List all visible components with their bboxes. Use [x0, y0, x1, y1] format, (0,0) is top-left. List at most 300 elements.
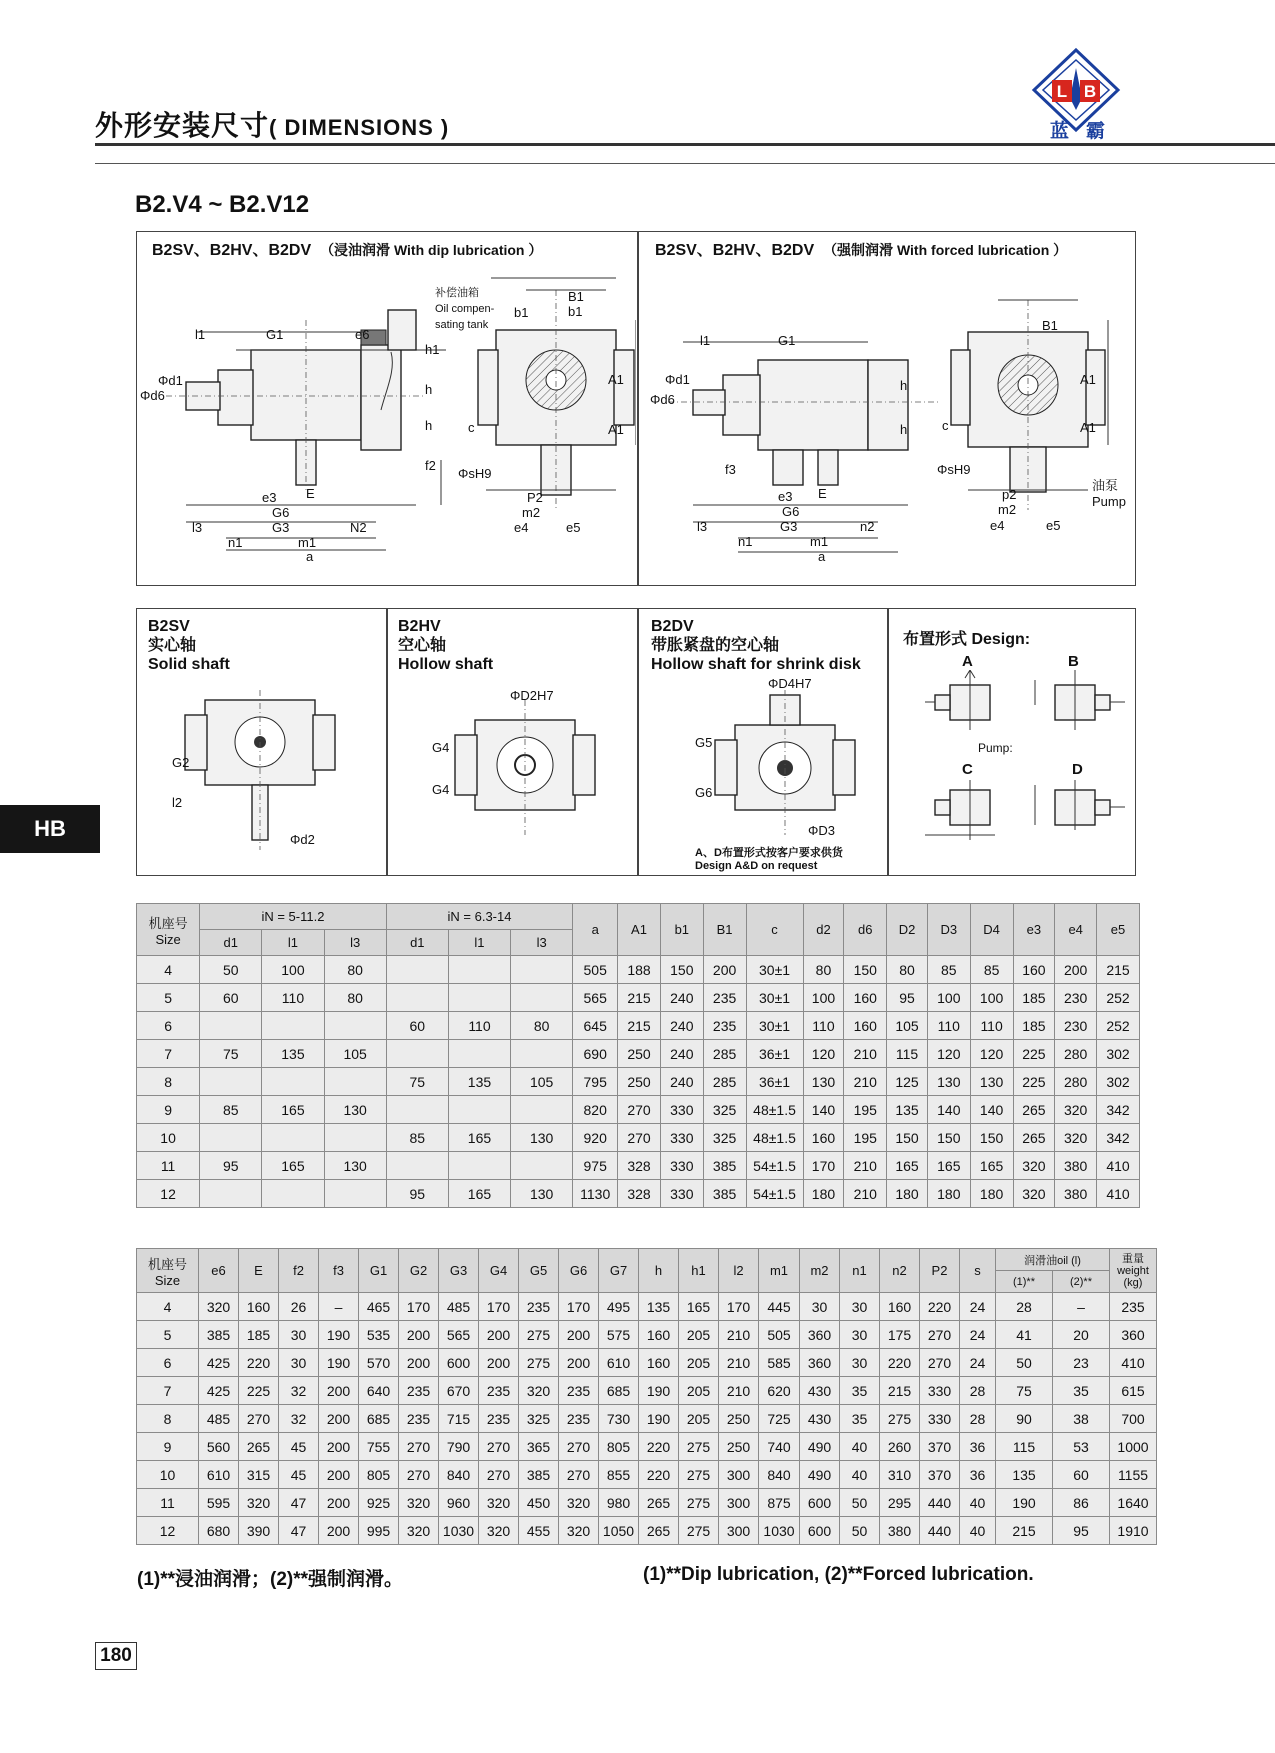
col-header: G4 [479, 1249, 519, 1293]
table-cell [386, 984, 448, 1012]
table-cell: 210 [719, 1377, 759, 1405]
table-cell: 85 [970, 956, 1013, 984]
table-cell: 165 [448, 1124, 510, 1152]
table-cell: 385 [519, 1461, 559, 1489]
dim-label: l3 [697, 519, 708, 534]
table-cell: 330 [660, 1180, 703, 1208]
table-cell: 505 [759, 1321, 800, 1349]
table-cell: 360 [800, 1321, 840, 1349]
table-cell: 385 [703, 1152, 746, 1180]
sub-header: l3 [324, 930, 386, 956]
table-cell: 75 [386, 1068, 448, 1096]
brand-logo [1030, 46, 1130, 146]
table-cell: 36 [960, 1433, 996, 1461]
design-title: 布置形式 Design: [903, 631, 1031, 648]
table-cell: 975 [573, 1152, 618, 1180]
table-cell: 160 [880, 1293, 920, 1321]
dim-label: m1 [810, 534, 829, 549]
table-cell: 250 [618, 1068, 661, 1096]
table-cell: 1910 [1110, 1517, 1157, 1545]
table-cell: 465 [359, 1293, 399, 1321]
dip-tank-label: 补偿油箱 Oil compen- sating tank [435, 287, 495, 331]
table-cell: 320 [559, 1489, 599, 1517]
header-rule-thin [95, 163, 1275, 164]
table-cell: 130 [511, 1124, 573, 1152]
table-cell: 54±1.5 [746, 1152, 803, 1180]
table-cell: 165 [927, 1152, 970, 1180]
table-cell: 270 [479, 1433, 519, 1461]
table-cell: 50 [996, 1349, 1053, 1377]
table-cell: 200 [319, 1517, 359, 1545]
dim-label: E [306, 486, 315, 501]
table-cell: 130 [511, 1180, 573, 1208]
table-cell: 320 [1055, 1124, 1097, 1152]
table-cell: 135 [262, 1040, 324, 1068]
table-cell: 330 [660, 1096, 703, 1124]
table-cell: 270 [920, 1321, 960, 1349]
table-cell: 925 [359, 1489, 399, 1517]
logo-letter-l: L [1056, 82, 1068, 101]
dim-label: G6 [272, 505, 290, 520]
table-cell: 575 [599, 1321, 639, 1349]
table-cell: 330 [660, 1152, 703, 1180]
col-header: E [239, 1249, 279, 1293]
dim-label: e5 [566, 520, 581, 535]
solid-shaft-title: B2SV 实心轴 Solid shaft [148, 618, 230, 673]
table-cell: 315 [239, 1461, 279, 1489]
table-cell: 875 [759, 1489, 800, 1517]
table-cell: 320 [1013, 1180, 1055, 1208]
col-header: e3 [1013, 904, 1055, 956]
table-cell: 275 [519, 1321, 559, 1349]
table-cell: 160 [639, 1321, 679, 1349]
table-cell [200, 1124, 262, 1152]
table-cell: 95 [887, 984, 928, 1012]
table-cell [511, 984, 573, 1012]
table-cell: 130 [970, 1068, 1013, 1096]
table-cell: 270 [920, 1349, 960, 1377]
dim-label: p2 [1002, 487, 1017, 502]
table-cell: 485 [199, 1405, 239, 1433]
table-cell: 430 [800, 1377, 840, 1405]
table-cell: 450 [519, 1489, 559, 1517]
table-cell: 30 [840, 1349, 880, 1377]
table-cell: 200 [319, 1405, 359, 1433]
table-cell [386, 956, 448, 984]
table-cell: 210 [719, 1349, 759, 1377]
page-title-cn: 外形安装尺寸 [95, 110, 270, 141]
table-cell: 180 [970, 1180, 1013, 1208]
table-cell [324, 1068, 386, 1096]
table-cell: 1000 [1110, 1433, 1157, 1461]
table-cell: 53 [1053, 1433, 1110, 1461]
table-cell: 30 [800, 1293, 840, 1321]
table-cell: 200 [399, 1321, 439, 1349]
table-cell: 380 [1055, 1152, 1097, 1180]
size-cell: 12 [137, 1517, 199, 1545]
table-cell: 135 [996, 1461, 1053, 1489]
table-cell [324, 1180, 386, 1208]
table-cell: 320 [559, 1517, 599, 1545]
dim-label: G4 [432, 782, 450, 797]
table-cell: 220 [239, 1349, 279, 1377]
table-row [137, 1152, 1140, 1180]
weight-header: 重量 weight (kg) [1110, 1249, 1157, 1293]
table-cell: 54±1.5 [746, 1180, 803, 1208]
ratio-group-2: iN = 6.3-14 [386, 904, 573, 930]
table-cell: 30 [279, 1321, 319, 1349]
table-cell: 38 [1053, 1405, 1110, 1433]
table-cell: 455 [519, 1517, 559, 1545]
table-cell: 535 [359, 1321, 399, 1349]
solid-shaft-drawing [170, 690, 370, 850]
table-cell: 645 [573, 1012, 618, 1040]
table-cell: 160 [803, 1124, 844, 1152]
table-cell: 235 [1110, 1293, 1157, 1321]
table-cell: 30 [840, 1321, 880, 1349]
table-cell: 170 [479, 1293, 519, 1321]
section-tab-hb: HB [0, 805, 100, 853]
table-cell: 670 [439, 1377, 479, 1405]
table-cell: 790 [439, 1433, 479, 1461]
size-cell: 9 [137, 1096, 200, 1124]
table-cell: – [319, 1293, 359, 1321]
table-cell: 150 [887, 1124, 928, 1152]
dim-label: G3 [272, 520, 290, 535]
table-cell: 200 [559, 1321, 599, 1349]
table-cell: 36 [960, 1461, 996, 1489]
table-cell: 302 [1097, 1068, 1140, 1096]
table-cell: 410 [1097, 1152, 1140, 1180]
table-cell: 328 [618, 1180, 661, 1208]
table-cell: 250 [618, 1040, 661, 1068]
table-cell: 280 [1055, 1040, 1097, 1068]
table-cell: 200 [559, 1349, 599, 1377]
table-cell: 220 [639, 1433, 679, 1461]
table-cell: 235 [399, 1377, 439, 1405]
size-cell: 11 [137, 1489, 199, 1517]
table-cell: 235 [479, 1405, 519, 1433]
table-cell: 270 [479, 1461, 519, 1489]
table-cell: 130 [324, 1096, 386, 1124]
table-cell: 200 [319, 1461, 359, 1489]
table-cell: 285 [703, 1068, 746, 1096]
pump-label: 油泵 Pump [1092, 478, 1126, 509]
table-cell: 230 [1055, 984, 1097, 1012]
col-header: D4 [970, 904, 1013, 956]
table-cell: 35 [840, 1377, 880, 1405]
shaft-divider-3 [887, 608, 889, 876]
table-row [137, 1461, 1157, 1489]
table-cell: 30 [279, 1349, 319, 1377]
table-cell: 235 [519, 1293, 559, 1321]
col-header: G1 [359, 1249, 399, 1293]
table-cell: 205 [679, 1405, 719, 1433]
size-cell: 6 [137, 1012, 200, 1040]
table-cell: 610 [599, 1349, 639, 1377]
table-cell: 210 [844, 1068, 887, 1096]
table-cell: 175 [880, 1321, 920, 1349]
table-cell: 565 [439, 1321, 479, 1349]
dim-label: h [425, 382, 433, 397]
shrink-disk-drawing [700, 690, 880, 840]
dim-label: ΦD3 [808, 823, 835, 838]
sub-header: d1 [386, 930, 448, 956]
table-cell: 47 [279, 1489, 319, 1517]
col-header: n1 [840, 1249, 880, 1293]
dim-label: n1 [228, 535, 243, 550]
table-row [137, 1405, 1157, 1433]
table-cell: 20 [1053, 1321, 1110, 1349]
table-cell [324, 1124, 386, 1152]
table-cell: 205 [679, 1349, 719, 1377]
sub-header: d1 [200, 930, 262, 956]
table-cell: 230 [1055, 1012, 1097, 1040]
dim-label: e3 [778, 489, 793, 504]
sub-header: l1 [262, 930, 324, 956]
sub-header: l3 [511, 930, 573, 956]
table-cell: 235 [479, 1377, 519, 1405]
table-cell: 440 [920, 1517, 960, 1545]
dim-label: n2 [860, 519, 875, 534]
col-header: e5 [1097, 904, 1140, 956]
table-cell [200, 1068, 262, 1096]
table-cell: 200 [1055, 956, 1097, 984]
table-cell [448, 1040, 510, 1068]
col-header: G3 [439, 1249, 479, 1293]
table-cell: 490 [800, 1461, 840, 1489]
table-row [137, 1377, 1157, 1405]
dim-label: h [425, 418, 433, 433]
table-cell [386, 1152, 448, 1180]
table-cell: 140 [970, 1096, 1013, 1124]
table-cell: 320 [479, 1489, 519, 1517]
table-cell: 980 [599, 1489, 639, 1517]
page-title-en: ( DIMENSIONS ) [269, 115, 450, 140]
table-cell: 32 [279, 1377, 319, 1405]
table-cell: 270 [559, 1461, 599, 1489]
table-cell: 165 [262, 1152, 324, 1180]
shrink-disk-title: B2DV 带胀紧盘的空心轴 Hollow shaft for shrink disk [651, 618, 861, 673]
table-cell: 100 [927, 984, 970, 1012]
table-cell [511, 1152, 573, 1180]
table-cell: 28 [996, 1293, 1053, 1321]
dim-label: Φd6 [650, 392, 675, 407]
col-header: G5 [519, 1249, 559, 1293]
table-cell: 80 [887, 956, 928, 984]
table-cell: 160 [844, 984, 887, 1012]
table-cell: 380 [1055, 1180, 1097, 1208]
table-cell: 115 [996, 1433, 1053, 1461]
col-header: m2 [800, 1249, 840, 1293]
table-cell: 24 [960, 1293, 996, 1321]
col-header: b1 [660, 904, 703, 956]
table-cell: 328 [618, 1152, 661, 1180]
table-cell: 170 [559, 1293, 599, 1321]
design-arrangements [925, 670, 1125, 845]
design-ad-note: A、D布置形式按客户要求供货 Design A&D on request [695, 847, 843, 872]
table-cell: 240 [660, 1068, 703, 1096]
table-cell: 385 [703, 1180, 746, 1208]
panel-forced-title: B2SV、B2HV、B2DV （强制润滑 With forced lubrication ） [655, 242, 1068, 259]
table-cell [262, 1180, 324, 1208]
table-cell: 130 [803, 1068, 844, 1096]
col-header: l2 [719, 1249, 759, 1293]
table-cell: 28 [960, 1377, 996, 1405]
table-cell: 170 [803, 1152, 844, 1180]
dimensions-table-1 [136, 903, 1140, 1208]
table-cell: 270 [559, 1433, 599, 1461]
dim-label: h [900, 378, 908, 393]
table-cell [448, 1096, 510, 1124]
dim-label: B1 [568, 289, 584, 304]
hollow-shaft-title: B2HV 空心轴 Hollow shaft [398, 618, 494, 673]
table-cell: 360 [800, 1349, 840, 1377]
table-cell: 220 [880, 1349, 920, 1377]
dim-label: A1 [608, 372, 624, 387]
table-cell: – [1053, 1293, 1110, 1321]
dim-label: G3 [780, 519, 798, 534]
table-cell: 160 [1013, 956, 1055, 984]
table-cell: 600 [800, 1517, 840, 1545]
dim-label: l2 [172, 795, 183, 810]
table-cell: 225 [1013, 1040, 1055, 1068]
table-cell: 275 [679, 1489, 719, 1517]
table-cell: 40 [960, 1489, 996, 1517]
table-cell: 920 [573, 1124, 618, 1152]
table-cell: 260 [880, 1433, 920, 1461]
table-cell: 252 [1097, 1012, 1140, 1040]
table-cell: 110 [803, 1012, 844, 1040]
dim-label: B1 [1042, 318, 1058, 333]
table-cell: 320 [1013, 1152, 1055, 1180]
table-cell: 300 [719, 1489, 759, 1517]
dim-label: e4 [990, 518, 1005, 533]
table-cell: 370 [920, 1433, 960, 1461]
table-cell: 270 [239, 1405, 279, 1433]
page-number: 180 [95, 1642, 137, 1670]
table-cell [448, 956, 510, 984]
table-cell: 215 [618, 1012, 661, 1040]
table-cell: 45 [279, 1461, 319, 1489]
dim-label: c [942, 418, 949, 433]
table-cell: 1050 [599, 1517, 639, 1545]
logo-cn-2: 霸 [1086, 120, 1106, 142]
size-cell: 10 [137, 1461, 199, 1489]
table-cell: 180 [887, 1180, 928, 1208]
table-cell: 805 [359, 1461, 399, 1489]
table-cell: 165 [679, 1293, 719, 1321]
table-cell: 275 [880, 1405, 920, 1433]
table-cell: 125 [887, 1068, 928, 1096]
table-cell: 755 [359, 1433, 399, 1461]
dim-label: b1 [514, 305, 529, 320]
table-cell: 40 [840, 1461, 880, 1489]
size-cell: 9 [137, 1433, 199, 1461]
table-cell: 730 [599, 1405, 639, 1433]
col-header: G7 [599, 1249, 639, 1293]
table-cell: 95 [386, 1180, 448, 1208]
table-row [137, 984, 1140, 1012]
table-cell: 30 [840, 1293, 880, 1321]
dim-label: ΦD4H7 [768, 676, 812, 691]
table-cell [386, 1096, 448, 1124]
table-cell: 240 [660, 984, 703, 1012]
dim-label: G6 [782, 504, 800, 519]
dim-label: l1 [195, 327, 206, 342]
table-cell: 120 [927, 1040, 970, 1068]
table-cell: 270 [399, 1433, 439, 1461]
table-cell: 100 [970, 984, 1013, 1012]
oil-header: 润滑油oil (l) [996, 1249, 1110, 1271]
table-cell: 855 [599, 1461, 639, 1489]
table-cell: 275 [679, 1517, 719, 1545]
table-row [137, 1180, 1140, 1208]
table-cell: 320 [399, 1489, 439, 1517]
col-header: e4 [1055, 904, 1097, 956]
dim-label: G5 [695, 735, 713, 750]
table-cell: 320 [239, 1489, 279, 1517]
table-cell: 215 [1097, 956, 1140, 984]
table-cell: 135 [887, 1096, 928, 1124]
dim-label: f3 [725, 462, 736, 477]
table-cell: 40 [840, 1433, 880, 1461]
sub-header: l1 [448, 930, 510, 956]
dim-label: b1 [568, 304, 583, 319]
table-cell: 150 [970, 1124, 1013, 1152]
table-cell: 275 [679, 1433, 719, 1461]
table-row [137, 1096, 1140, 1124]
table-cell: 165 [262, 1096, 324, 1124]
table-cell: 585 [759, 1349, 800, 1377]
table-cell: 100 [262, 956, 324, 984]
table-cell: 24 [960, 1321, 996, 1349]
design-c-label: C [962, 761, 973, 778]
table-cell: 190 [319, 1321, 359, 1349]
table-cell: 215 [618, 984, 661, 1012]
table-cell: 565 [573, 984, 618, 1012]
table-cell: 285 [703, 1040, 746, 1068]
table-cell: 115 [887, 1040, 928, 1068]
table-cell: 170 [399, 1293, 439, 1321]
size-cell: 8 [137, 1068, 200, 1096]
table-row [137, 1124, 1140, 1152]
table-row [137, 1040, 1140, 1068]
table-cell: 600 [800, 1489, 840, 1517]
table-cell: 26 [279, 1293, 319, 1321]
table-cell: 410 [1110, 1349, 1157, 1377]
size-cell: 10 [137, 1124, 200, 1152]
dim-label: a [818, 549, 826, 564]
table-cell: 220 [920, 1293, 960, 1321]
table-cell: 30±1 [746, 984, 803, 1012]
forced-lubrication-drawing [638, 260, 1135, 585]
table-cell: 325 [703, 1124, 746, 1152]
col-header: G2 [399, 1249, 439, 1293]
dim-label: e5 [1046, 518, 1061, 533]
table-cell: 60 [200, 984, 262, 1012]
table-cell: 165 [970, 1152, 1013, 1180]
col-header: B1 [703, 904, 746, 956]
design-d-label: D [1072, 761, 1083, 778]
table-cell: 235 [399, 1405, 439, 1433]
table-cell: 40 [960, 1517, 996, 1545]
table-cell: 342 [1097, 1124, 1140, 1152]
table-cell: 265 [639, 1489, 679, 1517]
table-cell: 195 [844, 1096, 887, 1124]
table-cell: 680 [199, 1517, 239, 1545]
table-cell: 840 [439, 1461, 479, 1489]
